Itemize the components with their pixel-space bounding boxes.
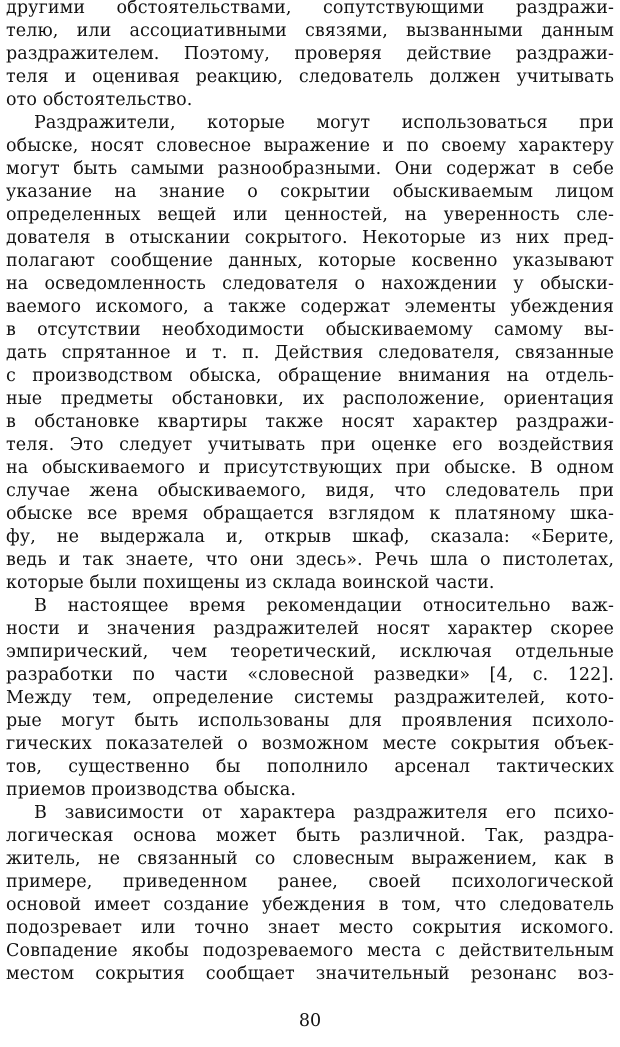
text-line: дать спрятанное и т. п. Действия следователя, связанные — [6, 343, 614, 363]
text-line: определенных вещей или ценностей, на уверенность сле- — [6, 205, 614, 225]
text-line: раздражителем. Поэтому, проверяя действие раздражи- — [6, 44, 614, 64]
text-line: приемов производства обыска. — [6, 780, 297, 800]
text-line: эмпирический, чем теоретический, исключая отдельные — [6, 642, 614, 662]
text-line: телю, или ассоциативными связями, вызванными данным — [6, 21, 614, 41]
text-line: гических показателей о возможном месте сокрытия объек- — [6, 734, 614, 754]
text-line: обыске, носят словесное выражение и по своему характеру — [6, 136, 614, 156]
text-line: на осведомленность следователя о нахождении у обыски- — [6, 274, 614, 294]
text-line: полагают сообщение данных, которые косвенно указывают — [6, 251, 614, 271]
text-line: ности и значения раздражителей носят характер скорее — [6, 619, 614, 639]
text-line: Раздражители, которые могут использоваться при — [34, 113, 614, 133]
text-line: в обстановке квартиры также носят характер раздражи- — [6, 412, 614, 432]
text-line: подозревает или точно знает место сокрытия искомого. — [6, 918, 614, 938]
text-line: которые были похищены из склада воинской части. — [6, 573, 495, 593]
page-number: 80 — [298, 1011, 322, 1031]
text-line: могут быть самыми разнообразными. Они содержат в себе — [6, 159, 614, 179]
text-line: другими обстоятельствами, сопутствующими раздражи- — [6, 0, 614, 18]
text-line: Совпадение якобы подозреваемого места с действительным — [6, 941, 614, 961]
text-line: логическая основа может быть различной. Так, раздра- — [6, 826, 614, 846]
text-line: указание на знание о сокрытии обыскиваемым лицом — [6, 182, 614, 202]
text-line: тов, существенно бы пополнило арсенал тактических — [6, 757, 614, 777]
text-line: теля и оценивая реакцию, следователь должен учитывать — [6, 67, 614, 87]
text-line: в отсутствии необходимости обыскиваемому самому вы- — [6, 320, 614, 340]
text-line: случае жена обыскиваемого, видя, что следователь при — [6, 481, 614, 501]
text-line: на обыскиваемого и присутствующих при обыске. В одном — [6, 458, 614, 478]
text-line: теля. Это следует учитывать при оценке его воздействия — [6, 435, 614, 455]
body-text — [6, 0, 614, 986]
text-line: ные предметы обстановки, их расположение, ориентация — [6, 389, 614, 409]
text-line: житель, не связанный со словесным выражением, как в — [6, 849, 614, 869]
text-line: примере, приведенном ранее, своей психологической — [6, 872, 614, 892]
text-line: обыске все время обращается взглядом к платяному шка- — [6, 504, 614, 524]
text-line: ваемого искомого, а также содержат элементы убеждения — [6, 297, 614, 317]
text-line: Между тем, определение системы раздражителей, кото- — [6, 688, 614, 708]
text-line: фу, не выдержала и, открыв шкаф, сказала: «Берите, — [6, 527, 614, 547]
text-line: рые могут быть использованы для проявления психоло- — [6, 711, 614, 731]
text-line: ото обстоятельство. — [6, 90, 193, 110]
text-line: В зависимости от характера раздражителя его психо- — [34, 803, 614, 823]
text-line: В настоящее время рекомендации относительно важ- — [34, 596, 614, 616]
text-line: дователя в отыскании сокрытого. Некоторые из них пред- — [6, 228, 614, 248]
text-line: ведь и так знаете, что они здесь». Речь шла о пистолетах, — [6, 550, 614, 570]
text-line: с производством обыска, обращение внимания на отдель- — [6, 366, 614, 386]
text-line: местом сокрытия сообщает значительный резонанс воз- — [6, 964, 614, 984]
text-line: основой имеет создание убеждения в том, что следователь — [6, 895, 614, 915]
text-line: разработки по части «словесной разведки» [4, с. 122]. — [6, 665, 614, 685]
